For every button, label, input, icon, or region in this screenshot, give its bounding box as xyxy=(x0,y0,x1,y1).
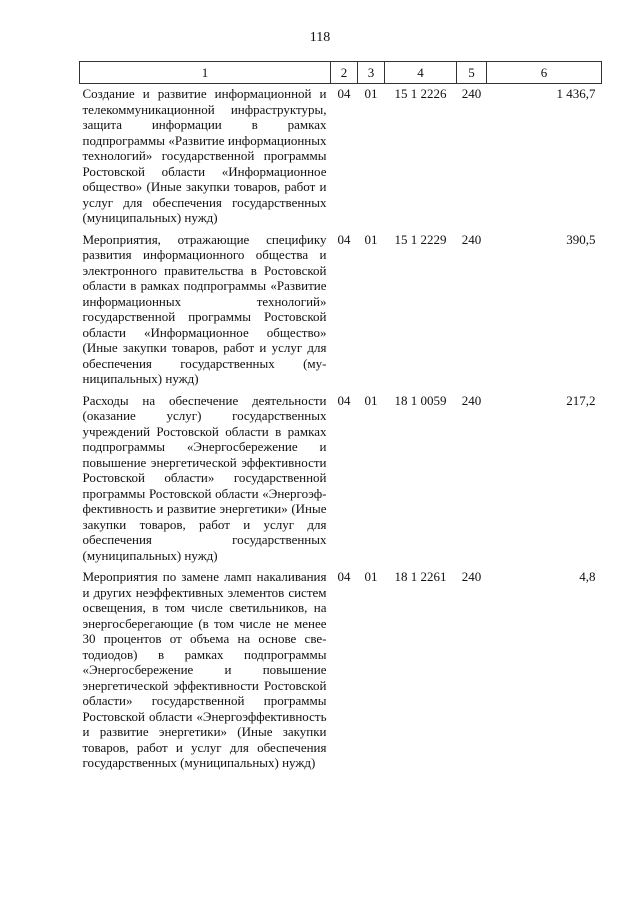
row-subsection-code: 01 xyxy=(364,86,378,101)
row-subsection-code: 01 xyxy=(364,231,378,247)
column-header-1: 1 xyxy=(80,62,331,84)
row-description: Расходы на обеспечение деятельности (оказание услуг) государственных учреждений Ростовской области в рамках подпрограммы «Энергосбережение и повышение энергетической эффективности Ростовской области» государственной программы Ростовской области «Энергоэффективность и развитие энергетики» (Иные закупки товаров, работ и услуг для обеспечения государственных (муниципальных) нужд) xyxy=(82,392,327,563)
row-section-code: 04 xyxy=(337,392,351,408)
row-section-code: 04 xyxy=(337,86,351,101)
column-header-6: 6 xyxy=(487,62,602,84)
column-header-3: 3 xyxy=(358,62,385,84)
row-subsection-code: 01 xyxy=(364,569,378,584)
table-row xyxy=(80,391,602,568)
row-target-article: 15 1 2226 xyxy=(394,86,447,101)
row-expense-type: 240 xyxy=(461,231,482,247)
row-expense-type: 240 xyxy=(461,569,482,584)
row-amount: 217,2 xyxy=(566,392,596,408)
row-expense-type: 240 xyxy=(461,86,482,101)
column-header-2: 2 xyxy=(331,62,358,84)
row-description: Мероприятия, отражающие специфику развития информационного общества и электронного правительства в Ростовской области в рамках подпрограммы «Развитие информационных технологий» государственной программы Ростовской области «Информационное общество» (Иные закупки товаров, работ и услуг для обеспечения государственных (муниципальных) нужд) xyxy=(82,231,327,386)
column-header-4: 4 xyxy=(385,62,457,84)
row-section-code: 04 xyxy=(337,231,351,247)
table-row xyxy=(80,567,602,775)
row-amount: 390,5 xyxy=(566,231,596,247)
row-description: Мероприятия по замене ламп накаливания и других неэффективных элементов систем освещения, в том числе светильников, на энергосберегающие (в том числе не менее 30 процентов от объема на основе светодиодов) в рамках подпрограммы «Энергосбережение и повышение энергетической эффективности Ростовской области» государственной программы Ростовской области «Энергоэффективность и развитие энергетики» (Иные закупки товаров, работ и услуг для обеспечения государственных (муниципальных) нужд) xyxy=(82,569,327,770)
row-subsection-code: 01 xyxy=(364,392,378,408)
row-section-code: 04 xyxy=(337,569,351,584)
row-target-article: 18 1 2261 xyxy=(394,569,447,584)
column-header-5: 5 xyxy=(457,62,487,84)
row-description: Создание и развитие информационной и телекоммуникационной инфраструктуры, защита информации в рамках подпрограммы «Развитие информационных технологий» государственной программы Ростовской области «Информационное общество» (Иные закупки товаров, работ и услуг для обеспечения государственных (муниципальных) нужд) xyxy=(82,86,327,225)
table-row xyxy=(80,84,602,230)
row-amount: 4,8 xyxy=(579,569,596,584)
page-number: 118 xyxy=(309,30,331,45)
budget-table xyxy=(79,61,602,775)
row-target-article: 15 1 2229 xyxy=(394,231,447,247)
table-row xyxy=(80,230,602,391)
row-target-article: 18 1 0059 xyxy=(394,392,447,408)
table-header-row xyxy=(80,62,602,84)
row-amount: 1 436,7 xyxy=(556,86,596,101)
row-expense-type: 240 xyxy=(461,392,482,408)
